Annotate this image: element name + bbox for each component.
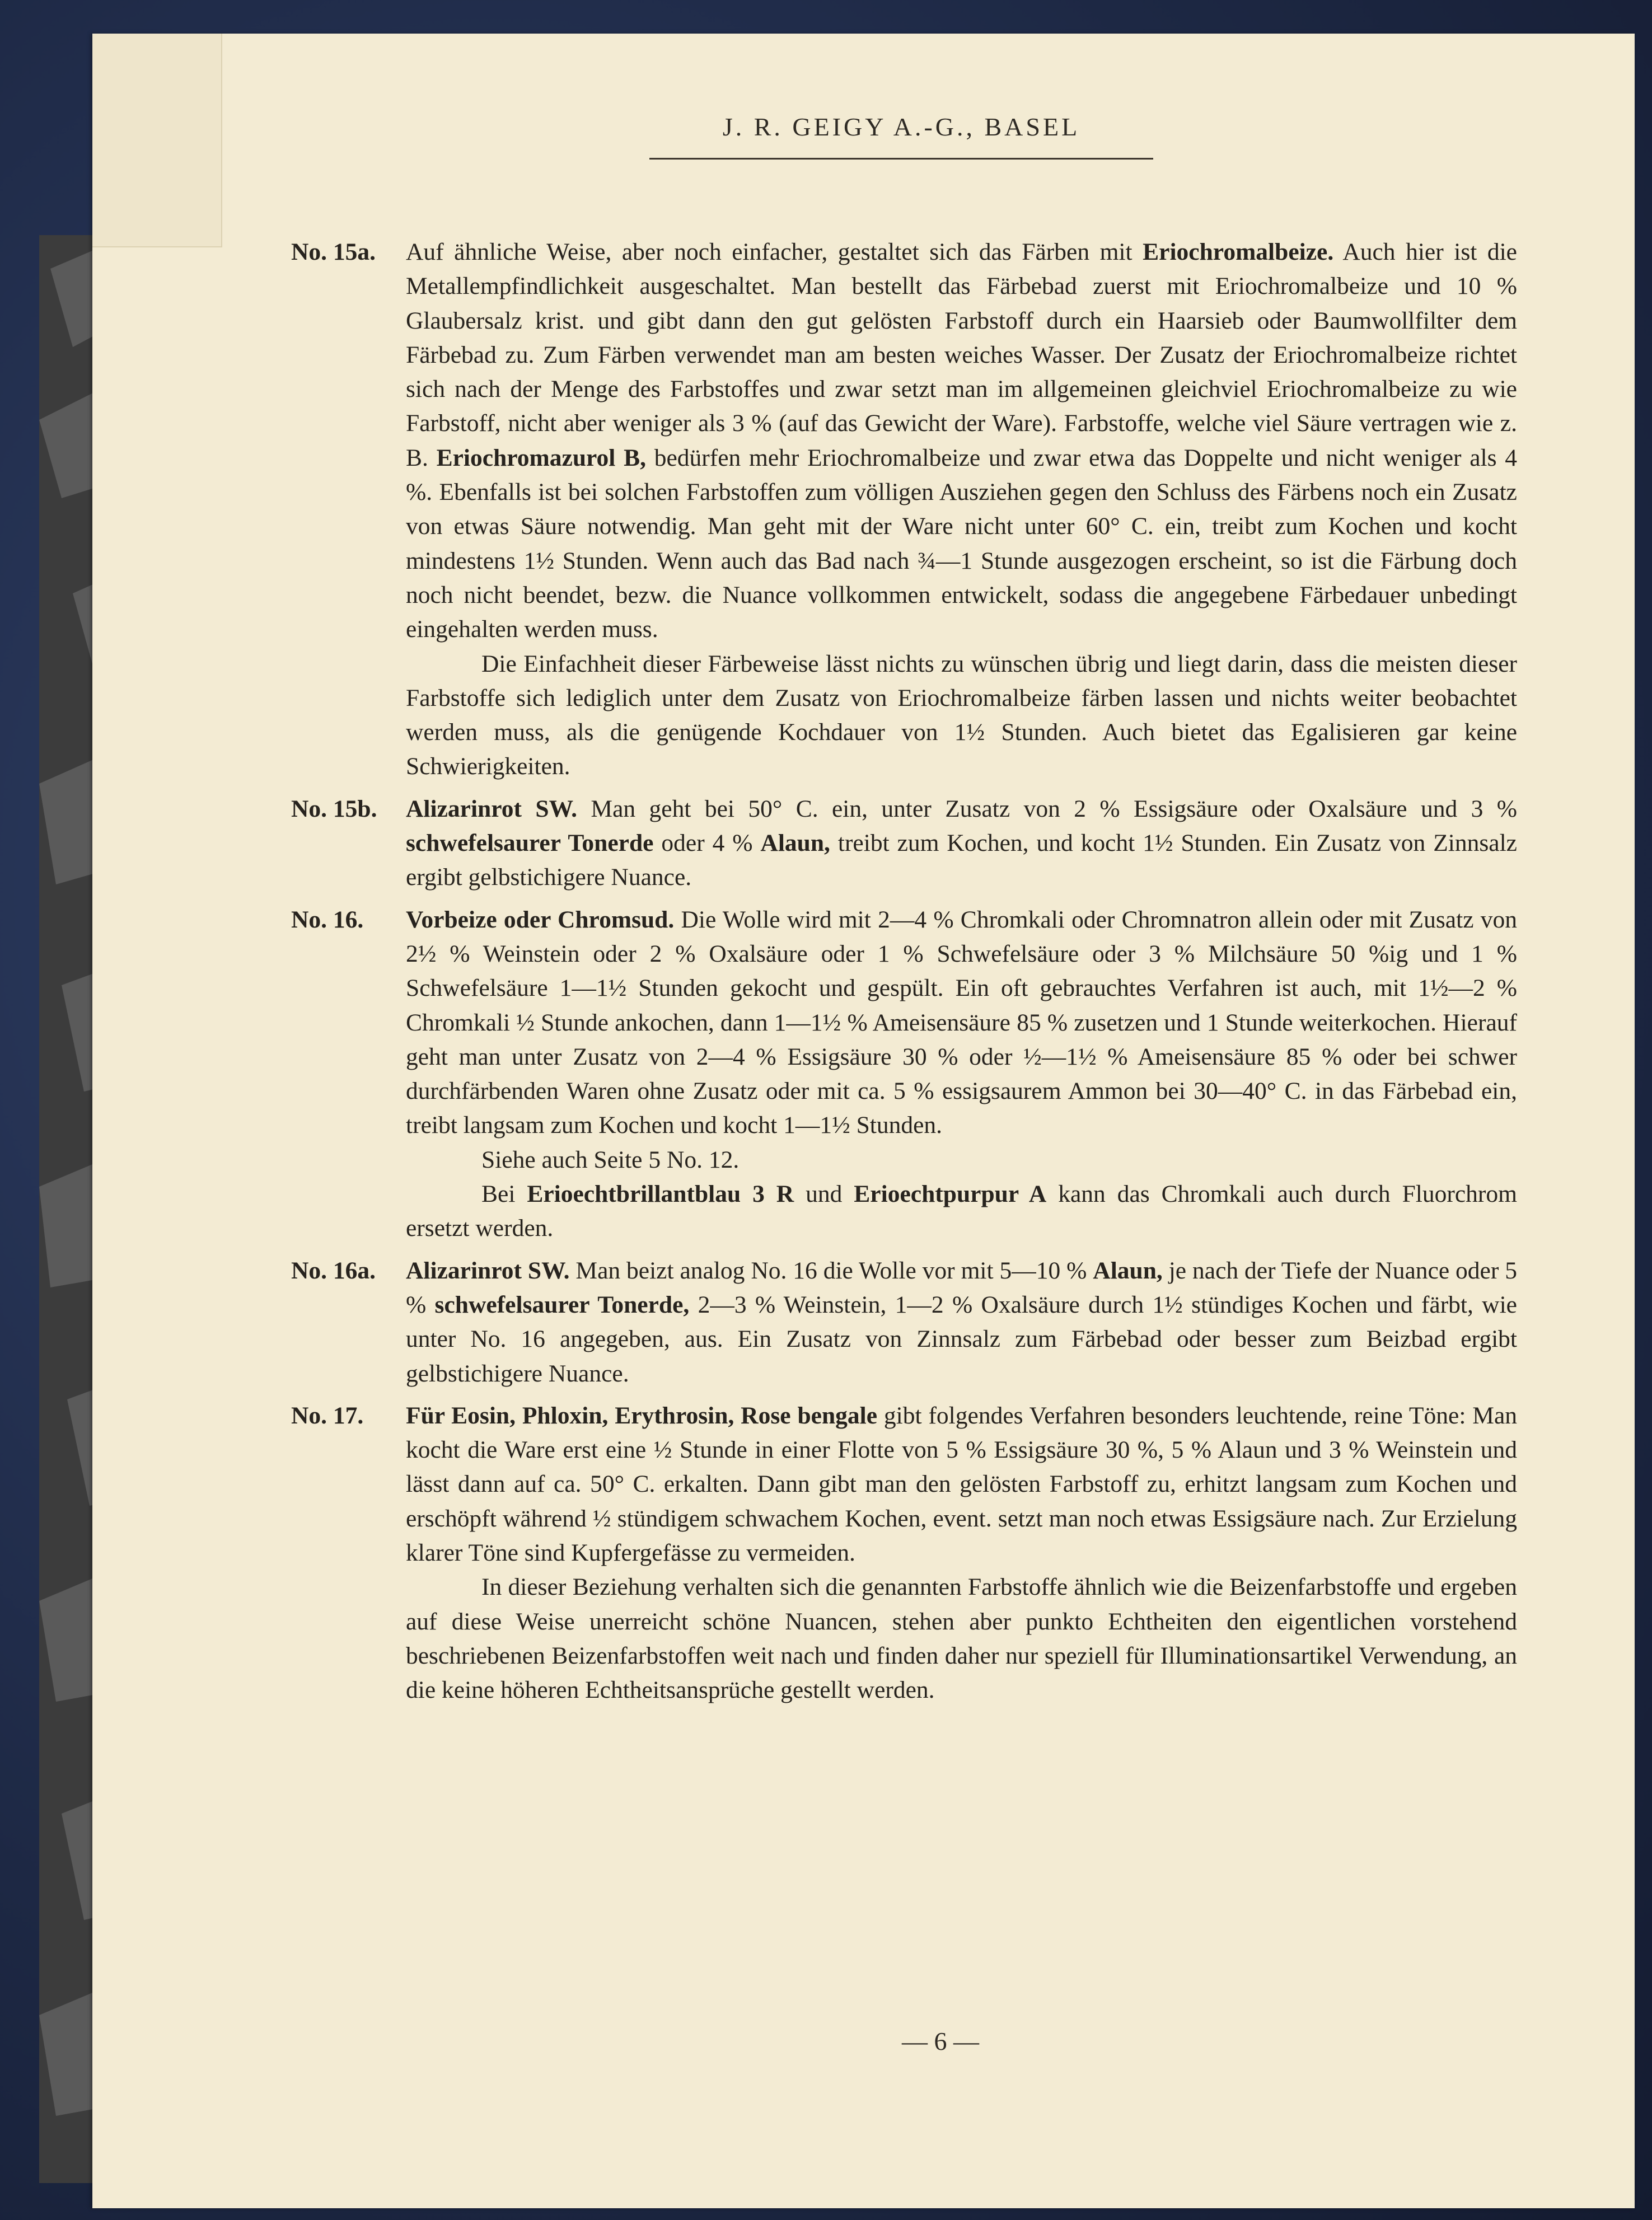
text-run: Bei <box>481 1181 527 1208</box>
entry-heading: Alizarinrot SW. <box>406 795 577 822</box>
text-run: Die Wolle wird mit 2—4 % Chromkali oder Chromnatron allein oder mit Zusatz von 2½ % Weinstein oder 2 % Oxalsäure oder 1 % Schwefelsäure oder 3 % Milchsäure 50 %ig und 1 % Schwefelsäure 1—1½ Stunden gekocht und gespült. Ein oft gebrauchtes Verfahren ist auch, mit 1½—2 % Chromkali ½ Stunde ankochen, dann 1—1½ % Ameisensäure 85 % zusetzen und 1 Stunde weiterkochen. Hierauf geht man unter Zusatz von 2—4 % Essigsäure 30 % oder ½—1½ % Ameisensäure 85 % oder bei schwer durchfärbenden Waren ohne Zusatz oder mit ca. 5 % essigsaurem Ammon bei 30—40° C. in das Färbebad ein, treibt langsam zum Kochen und kocht 1—1½ Stunden. <box>406 906 1517 1139</box>
text-run: je nach der Tiefe der Nuance oder 5 % <box>406 1257 1518 1318</box>
paragraph <box>406 903 1517 1143</box>
entry-number: No. 17. <box>291 1402 364 1429</box>
entry-16a <box>291 1254 1517 1391</box>
paragraph: In dieser Beziehung verhalten sich die genannten Farbstoffe ähnlich wie die Beizenfarbstoffe und ergeben auf diese Weise unerreicht schöne Nuancen, stehen aber punkto Echtheiten den eigentlichen vorstehend beschriebenen Beizenfarbstoffen weit nach und finden daher nur speziell für Illuminationsartikel Verwendung, an die keine höheren Echtheitsansprüche gestellt werden. <box>406 1573 1517 1704</box>
dye-name: Eriochromazurol B, <box>436 444 646 471</box>
entry-15a <box>291 235 1517 784</box>
text-run: oder 4 % <box>653 830 761 857</box>
chemical-name: Alaun, <box>760 830 830 857</box>
entry-number: No. 15b. <box>291 795 377 822</box>
paragraph <box>406 235 1517 647</box>
text-run: Auch hier ist die Metallempfindlichkeit ausgeschaltet. Man bestellt das Färbebad zuerst mit Eriochromalbeize und 10 % Glaubersalz krist. und gibt dann den gut gelösten Farbstoff durch ein Haarsieb oder Baumwollfilter dem Färbebad zu. Zum Färben verwendet man am besten weiches Wasser. Der Zusatz der Eriochromalbeize richtet sich nach der Menge des Farbstoffes und zwar setzt man im allgemeinen gleichviel Eriochromalbeize zu wie Farbstoff, nicht aber weniger als 3 % (auf das Gewicht der Ware). Farbstoffe, welche viel Säure vertragen wie z. B. <box>406 238 1517 471</box>
chemical-name: schwefelsaurer Tonerde, <box>434 1291 690 1318</box>
entry-16 <box>291 903 1517 1246</box>
header-rule <box>649 158 1153 160</box>
dye-name: Eriochromalbeize. <box>1143 238 1334 265</box>
entry-number: No. 15a. <box>291 238 376 265</box>
paragraph <box>406 1177 1517 1246</box>
text-run: kann das Chromkali auch durch Fluorchrom ersetzt werden. <box>406 1181 1517 1242</box>
entry-number: No. 16a. <box>291 1257 376 1284</box>
text-run: treibt zum Kochen, und kocht 1½ Stunden. Ein Zusatz von Zinnsalz ergibt gelbstichigere Nuance. <box>406 830 1517 891</box>
page-content <box>291 235 1517 1715</box>
text-run: Man beizt analog No. 16 die Wolle vor mit 5—10 % <box>569 1257 1093 1284</box>
paragraph <box>406 792 1517 895</box>
text-run: Man geht bei 50° C. ein, unter Zusatz von 2 % Essigsäure oder Oxalsäure und 3 % <box>577 795 1517 822</box>
entry-heading: Vorbeize oder Chromsud. <box>406 906 675 933</box>
text-run: 2—3 % Weinstein, 1—2 % Oxalsäure durch 1½ stündiges Kochen und färbt, wie unter No. 16 angegeben, aus. Ein Zusatz von Zinnsalz zum Färbebad oder besser zum Beizbad ergibt gelbstichigere Nuance. <box>406 1291 1517 1387</box>
dye-name: Erioechtbrillantblau 3 R <box>527 1181 794 1208</box>
text-run: Auf ähnliche Weise, aber noch einfacher, gestaltet sich das Färben mit <box>406 238 1143 265</box>
entry-number: No. 16. <box>291 906 364 933</box>
page-number: — 6 — <box>902 2027 979 2055</box>
entry-15b <box>291 792 1517 895</box>
page-header: J. R. GEIGY A.-G., BASEL <box>722 113 1080 141</box>
text-run: und <box>794 1181 854 1208</box>
page-corner-inset <box>92 34 222 247</box>
paragraph: Die Einfachheit dieser Färbeweise lässt nichts zu wünschen übrig und liegt darin, dass die meisten dieser Farbstoffe sich lediglich unter dem Zusatz von Eriochromalbeize färben lassen und nichts weiter beobachtet werden muss, als die genügende Kochdauer von 1½ Stunden. Auch bietet das Egalisieren gar keine Schwierigkeiten. <box>406 650 1517 780</box>
chemical-name: Alaun, <box>1093 1257 1163 1284</box>
chemical-name: schwefelsaurer Tonerde <box>406 830 654 857</box>
paragraph <box>406 1399 1517 1570</box>
paragraph <box>406 1254 1517 1391</box>
dye-name: Erioechtpurpur A <box>854 1181 1047 1208</box>
text-run: gibt folgendes Verfahren besonders leuchtende, reine Töne: Man kocht die Ware erst eine ½ Stunde in einer Flotte von 5 % Essigsäure 30 %, 5 % Alaun und 3 % Weinstein und lässt dann auf ca. 50° C. erkalten. Dann gibt man den gelösten Farbstoff zu, erhitzt langsam zum Kochen und erschöpft während ½ stündigem schwachem Kochen, event. setzt man noch etwas Essigsäure nach. Zur Erzielung klarer Töne sind Kupfergefässe zu vermeiden. <box>406 1402 1517 1566</box>
entry-heading: Alizarinrot SW. <box>406 1257 570 1284</box>
text-run: bedürfen mehr Eriochromalbeize und zwar etwa das Doppelte und nicht weniger als 4 %. Ebenfalls ist bei solchen Farbstoffen zum völligen Ausziehen gegen den Schluss des Färbens noch ein Zusatz von etwas Säure notwendig. Man geht mit der Ware nicht unter 60° C. ein, treibt zum Kochen und kocht mindestens 1½ Stunden. Wenn auch das Bad nach ¾—1 Stunde ausgezogen erscheint, so ist die Färbung doch noch nicht beendet, bezw. die Nuance vollkommen entwickelt, sodass die angegebene Färbedauer unbedingt eingehalten werden muss. <box>406 444 1518 643</box>
entry-17 <box>291 1399 1517 1708</box>
entry-heading: Für Eosin, Phloxin, Erythrosin, Rose bengale <box>406 1402 878 1429</box>
paragraph: Siehe auch Seite 5 No. 12. <box>481 1146 740 1173</box>
